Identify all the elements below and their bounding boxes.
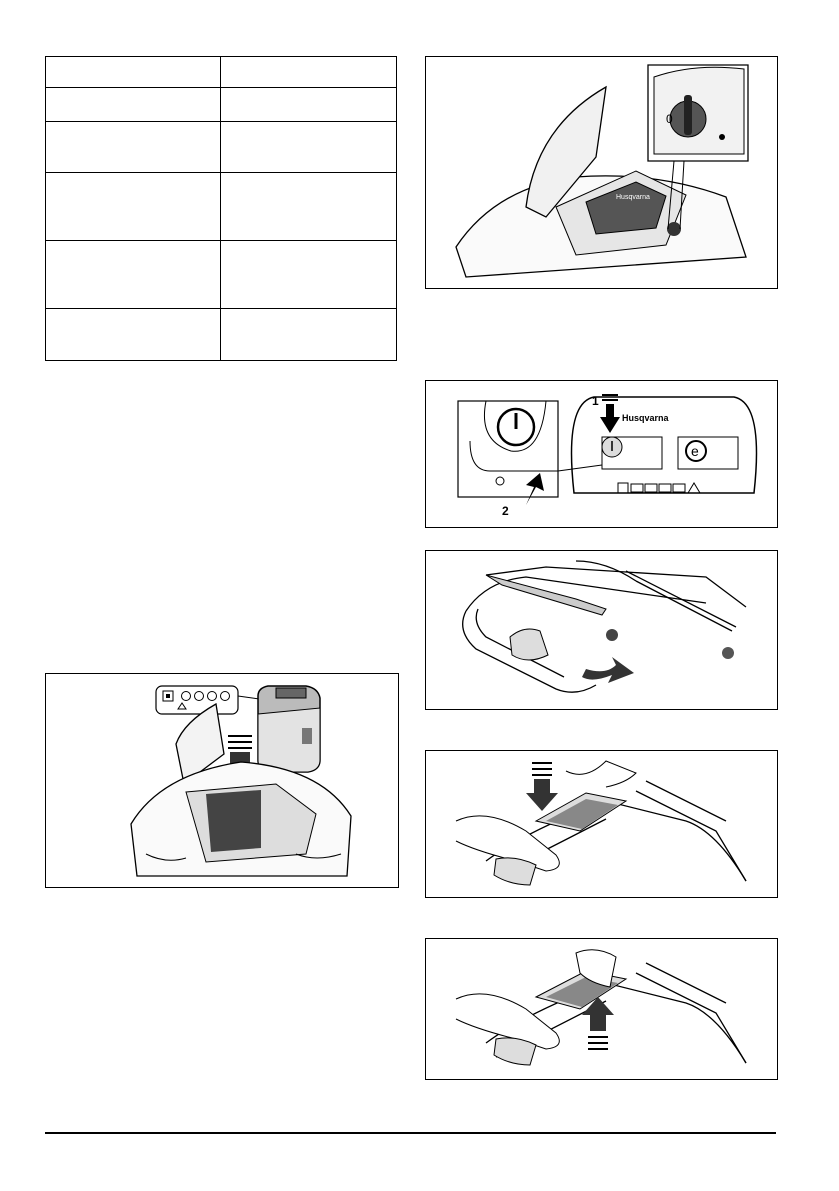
- dial-zero-label: 0: [666, 112, 673, 126]
- table-cell: [46, 309, 221, 361]
- table-row: [46, 241, 397, 309]
- footer-rule: [45, 1132, 776, 1134]
- battery-insert-illustration: [46, 674, 398, 887]
- handle-lift-illustration: [426, 939, 777, 1079]
- table-cell: [46, 241, 221, 309]
- figure-battery-insert: [45, 673, 399, 888]
- table-cell: [46, 88, 221, 122]
- step-2-label: 2: [502, 504, 509, 518]
- control-panel-brand: Husqvarna: [622, 413, 669, 423]
- figure-handle-fold: [425, 550, 778, 710]
- figure-control-panel: [425, 380, 778, 528]
- table-cell: [46, 173, 221, 241]
- step-1-label: 1: [592, 394, 599, 408]
- table-cell: [221, 309, 397, 361]
- control-panel-face: [558, 397, 757, 493]
- battery-pack: [258, 686, 320, 772]
- table-cell: [46, 122, 221, 173]
- table-cell: [221, 88, 397, 122]
- battery-brand-text: Husqvarna: [616, 194, 650, 201]
- table-cell: [221, 173, 397, 241]
- handle-fold-illustration: [426, 551, 777, 709]
- table-cell: [46, 57, 221, 88]
- table-row: [46, 88, 397, 122]
- table-row: [46, 173, 397, 241]
- table-cell: [221, 57, 397, 88]
- power-button-inset: [458, 401, 558, 518]
- press-down-arrow: [526, 763, 558, 811]
- eco-symbol: e: [691, 443, 699, 459]
- figure-battery-lid-key: [425, 56, 778, 289]
- table-row: [46, 122, 397, 173]
- spec-table: [45, 56, 397, 361]
- table-row: [46, 309, 397, 361]
- table-cell: [221, 122, 397, 173]
- handle-press-illustration: [426, 751, 777, 897]
- table-row: [46, 57, 397, 88]
- control-panel-illustration: [426, 381, 777, 527]
- battery-lid-illustration: [426, 57, 777, 288]
- figure-handle-press: [425, 750, 778, 898]
- table-cell: [221, 241, 397, 309]
- fold-direction-arrow: [582, 657, 634, 683]
- figure-handle-lift: [425, 938, 778, 1080]
